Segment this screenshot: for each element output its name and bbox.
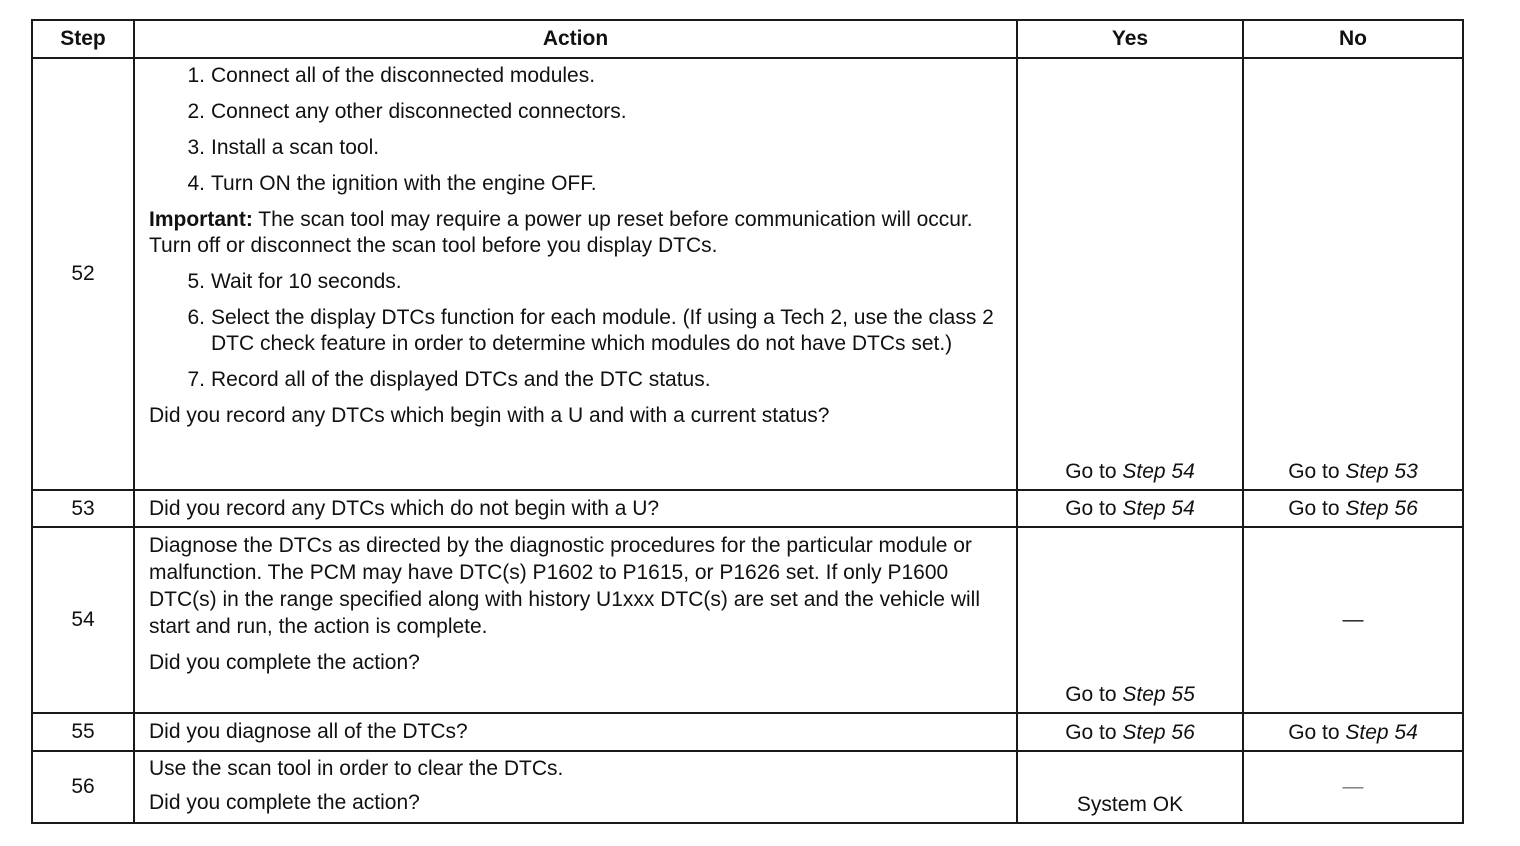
action-cell	[134, 58, 1017, 490]
no-cell	[1243, 490, 1463, 527]
important-label: Important:	[149, 208, 253, 231]
table-row-53	[32, 490, 1463, 527]
list-number: 4.	[187, 172, 205, 195]
yes-prefix: Go to	[1065, 721, 1123, 744]
list-item	[149, 269, 1004, 295]
question-text: Did you record any DTCs which begin with a U and with a current status?	[149, 404, 830, 427]
list-number: 3.	[187, 136, 205, 159]
list-text: Record all of the displayed DTCs and the DTC status.	[211, 368, 711, 391]
list-text: Connect all of the disconnected modules.	[211, 64, 596, 87]
yes-cell	[1017, 527, 1243, 713]
yes-prefix: Go to	[1065, 683, 1123, 706]
action-cell	[134, 713, 1017, 751]
list-text: Select the display DTCs function for each module. (If using a Tech 2, use the class 2 DTC check feature in order to determine which modules do not have DTCs set.)	[211, 306, 994, 355]
important-text: The scan tool may require a power up reset before communication will occur. Turn off or disconnect the scan tool before you display DTCs.	[149, 208, 973, 257]
no-cell	[1243, 713, 1463, 751]
step-number: 54	[32, 527, 134, 713]
action-cell	[134, 490, 1017, 527]
action-text: Use the scan tool in order to clear the DTCs.	[149, 757, 564, 780]
yes-result: System OK	[1076, 793, 1184, 816]
no-cell	[1243, 751, 1463, 823]
yes-step-link: Step 55	[1122, 683, 1195, 706]
no-prefix: Go to	[1288, 497, 1346, 520]
no-dash: —	[1342, 775, 1364, 798]
list-number: 6.	[187, 306, 205, 329]
important-note	[149, 207, 1004, 259]
yes-cell	[1017, 713, 1243, 751]
table-row-55	[32, 713, 1463, 751]
question-text: Did you complete the action?	[149, 791, 420, 814]
list-item	[149, 135, 1004, 161]
step-number: 52	[32, 58, 134, 490]
question-text: Did you diagnose all of the DTCs?	[149, 720, 468, 743]
list-text: Turn ON the ignition with the engine OFF.	[211, 172, 597, 195]
list-text: Connect any other disconnected connectors.	[211, 100, 627, 123]
header-action: Action	[134, 20, 1017, 58]
header-no: No	[1243, 20, 1463, 58]
yes-cell	[1017, 58, 1243, 490]
no-step-link: Step 53	[1345, 460, 1418, 483]
list-item	[149, 63, 1004, 89]
yes-prefix: Go to	[1065, 460, 1123, 483]
list-item	[149, 171, 1004, 197]
question-text: Did you record any DTCs which do not begin with a U?	[149, 496, 660, 520]
question-text: Did you complete the action?	[149, 651, 420, 674]
step-number: 55	[32, 713, 134, 751]
action-cell	[134, 527, 1017, 713]
step-number: 53	[32, 490, 134, 527]
header-row	[32, 20, 1463, 58]
list-item	[149, 99, 1004, 125]
table-row-54	[32, 527, 1463, 713]
action-cell	[134, 751, 1017, 823]
list-item	[149, 305, 1004, 357]
no-step-link: Step 56	[1345, 497, 1418, 520]
yes-prefix: Go to	[1065, 497, 1123, 520]
yes-cell	[1017, 490, 1243, 527]
list-text: Install a scan tool.	[211, 136, 380, 159]
no-dash: —	[1342, 608, 1364, 631]
list-item	[149, 367, 1004, 393]
no-cell	[1243, 58, 1463, 490]
table-row-52	[32, 58, 1463, 490]
yes-step-link: Step 54	[1122, 497, 1195, 520]
list-number: 5.	[187, 270, 205, 293]
header-step: Step	[32, 20, 134, 58]
no-prefix: Go to	[1288, 721, 1346, 744]
diagnostic-table	[31, 19, 1464, 824]
step-number: 56	[32, 751, 134, 823]
list-number: 7.	[187, 368, 205, 391]
yes-cell	[1017, 751, 1243, 823]
yes-step-link: Step 56	[1122, 721, 1195, 744]
yes-step-link: Step 54	[1122, 460, 1195, 483]
no-prefix: Go to	[1288, 460, 1346, 483]
list-text: Wait for 10 seconds.	[211, 270, 402, 293]
table-row-56	[32, 751, 1463, 823]
header-yes: Yes	[1017, 20, 1243, 58]
action-text: Diagnose the DTCs as directed by the diagnostic procedures for the particular module or malfunction. The PCM may have DTC(s) P1602 to P1615, or P1626 set. If only P1600 DTC(s) in the range specified along with history U1xxx DTC(s) are set and the vehicle will start and run, the action is complete.	[149, 534, 980, 638]
no-cell	[1243, 527, 1463, 713]
list-number: 2.	[187, 100, 205, 123]
no-step-link: Step 54	[1345, 721, 1418, 744]
list-number: 1.	[187, 64, 205, 87]
